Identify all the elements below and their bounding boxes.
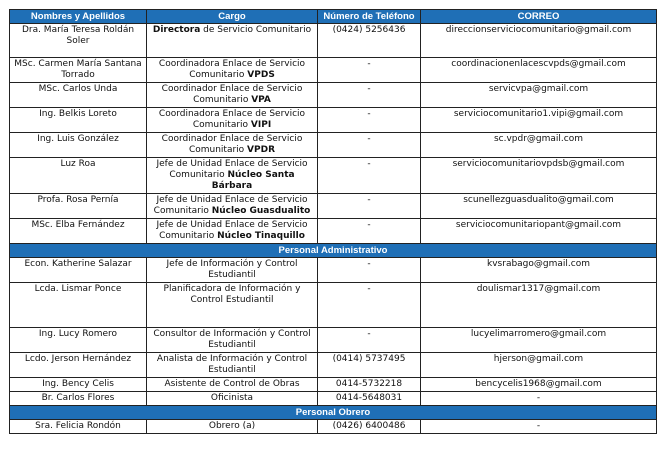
role-text: Coordinadora Enlace de Servicio Comunitario (158, 109, 306, 130)
table-row (10, 378, 657, 392)
role-text: Jefe de Unidad Enlace de Servicio Comunitario (156, 159, 308, 180)
email-cell: coordinacionenlacescvpds@gmail.com (421, 58, 657, 83)
role-highlight: VIPI (250, 120, 272, 130)
name-cell: Lcdo. Jerson Hernández (10, 353, 147, 378)
role-cell: Jefe de Información y Control Estudiantil (147, 258, 318, 283)
role-highlight: Núcleo Tinaquillo (217, 231, 305, 241)
name-cell: Ing. Lucy Romero (10, 328, 147, 353)
name-cell: Ing. Luis González (10, 133, 147, 158)
role-cell (147, 219, 318, 244)
email-cell: direccionserviciocomunitario@gmail.com (421, 24, 657, 58)
role-cell: Consultor de Información y Control Estudiantil (147, 328, 318, 353)
phone-cell: - (318, 83, 421, 108)
phone-cell: - (318, 258, 421, 283)
role-cell (147, 194, 318, 219)
section-personal-administrativo-title: Personal Administrativo (10, 244, 657, 258)
phone-cell: - (318, 194, 421, 219)
section-personal-obrero (10, 406, 657, 420)
name-cell: Luz Roa (10, 158, 147, 194)
header-role: Cargo (147, 10, 318, 24)
role-text: Jefe de Unidad Enlace de Servicio Comunitario (156, 220, 308, 241)
table-body (10, 24, 657, 434)
table-row (10, 328, 657, 353)
role-cell (147, 108, 318, 133)
table-row (10, 24, 657, 58)
header-email: CORREO (421, 10, 657, 24)
email-cell: - (421, 420, 657, 434)
role-text: Coordinador Enlace de Servicio Comunitario (161, 134, 303, 155)
table-row (10, 219, 657, 244)
name-cell: MSc. Elba Fernández (10, 219, 147, 244)
phone-cell: - (318, 219, 421, 244)
phone-cell: (0424) 5256436 (318, 24, 421, 58)
role-highlight: Núcleo Santa Bárbara (211, 170, 295, 191)
phone-cell: 0414-5732218 (318, 378, 421, 392)
name-cell: Ing. Belkis Loreto (10, 108, 147, 133)
role-cell (147, 24, 318, 58)
phone-cell: (0414) 5737495 (318, 353, 421, 378)
role-text-suffix: de Servicio Comunitario (200, 25, 312, 35)
phone-cell: - (318, 58, 421, 83)
email-cell: - (421, 392, 657, 406)
role-cell: Analista de Información y Control Estudiantil (147, 353, 318, 378)
phone-cell: - (318, 158, 421, 194)
header-phone: Número de Teléfono (318, 10, 421, 24)
email-cell: scunellezguasdualito@gmail.com (421, 194, 657, 219)
table-row (10, 194, 657, 219)
name-cell: MSc. Carlos Unda (10, 83, 147, 108)
email-cell: servicvpa@gmail.com (421, 83, 657, 108)
role-cell: Obrero (a) (147, 420, 318, 434)
role-highlight: Núcleo Guasdualito (211, 206, 311, 216)
name-cell: Sra. Felicia Rondón (10, 420, 147, 434)
role-highlight: VPA (251, 95, 271, 105)
header-name: Nombres y Apellidos (10, 10, 147, 24)
section-personal-obrero-title: Personal Obrero (10, 406, 657, 420)
section-personal-administrativo (10, 244, 657, 258)
role-text: Coordinadora Enlace de Servicio Comunitario (158, 59, 306, 80)
role-cell (147, 158, 318, 194)
phone-cell: - (318, 328, 421, 353)
role-text: Coordinador Enlace de Servicio Comunitario (161, 84, 303, 105)
role-highlight: VPDS (247, 70, 275, 80)
staff-directory (9, 9, 656, 434)
table-row (10, 133, 657, 158)
name-cell: Dra. María Teresa Roldán Soler (10, 24, 147, 58)
table-row (10, 58, 657, 83)
email-cell: hjerson@gmail.com (421, 353, 657, 378)
email-cell: lucyelimarromero@gmail.com (421, 328, 657, 353)
name-cell: Ing. Bency Celis (10, 378, 147, 392)
table-row (10, 108, 657, 133)
staff-table (9, 9, 657, 434)
table-header-row (10, 10, 657, 24)
name-cell: Br. Carlos Flores (10, 392, 147, 406)
name-cell: Econ. Katherine Salazar (10, 258, 147, 283)
role-cell (147, 83, 318, 108)
phone-cell: - (318, 108, 421, 133)
email-cell: serviciocomunitariovpdsb@gmail.com (421, 158, 657, 194)
name-cell: Profa. Rosa Pernía (10, 194, 147, 219)
table-row (10, 158, 657, 194)
table-row (10, 353, 657, 378)
role-cell: Planificadora de Información y Control Estudiantil (147, 283, 318, 328)
email-cell: kvsrabago@gmail.com (421, 258, 657, 283)
phone-cell: - (318, 133, 421, 158)
table-row (10, 392, 657, 406)
email-cell: bencycelis1968@gmail.com (421, 378, 657, 392)
table-row (10, 258, 657, 283)
role-cell (147, 58, 318, 83)
role-cell: Oficinista (147, 392, 318, 406)
role-cell (147, 133, 318, 158)
role-highlight: Directora (152, 25, 201, 35)
role-highlight: VPDR (247, 145, 276, 155)
email-cell: serviciocomunitario1.vipi@gmail.com (421, 108, 657, 133)
phone-cell: - (318, 283, 421, 328)
role-cell: Asistente de Control de Obras (147, 378, 318, 392)
name-cell: Lcda. Lismar Ponce (10, 283, 147, 328)
phone-cell: 0414-5648031 (318, 392, 421, 406)
name-cell: MSc. Carmen María Santana Torrado (10, 58, 147, 83)
table-row (10, 283, 657, 328)
table-row (10, 420, 657, 434)
role-text: Jefe de Unidad Enlace de Servicio Comunitario (153, 195, 308, 216)
email-cell: serviciocomunitariopant@gmail.com (421, 219, 657, 244)
table-row (10, 83, 657, 108)
phone-cell: (0426) 6400486 (318, 420, 421, 434)
email-cell: sc.vpdr@gmail.com (421, 133, 657, 158)
email-cell: doulismar1317@gmail.com (421, 283, 657, 328)
